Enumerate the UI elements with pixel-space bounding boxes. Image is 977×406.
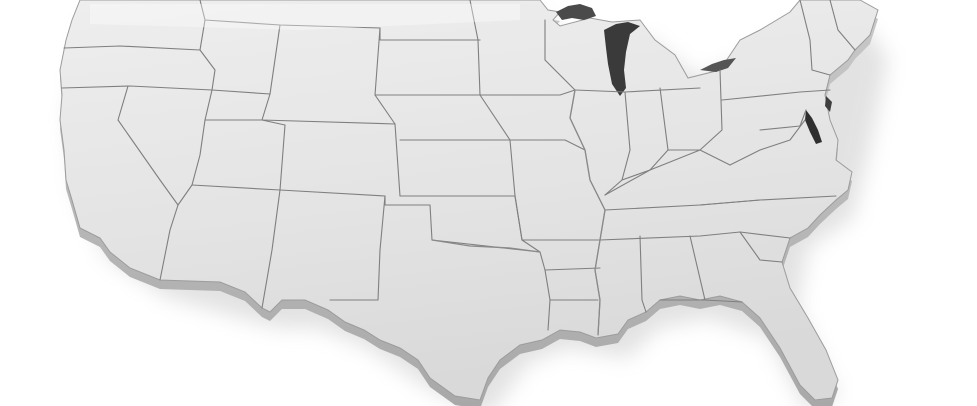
lake-superior [556,4,596,20]
